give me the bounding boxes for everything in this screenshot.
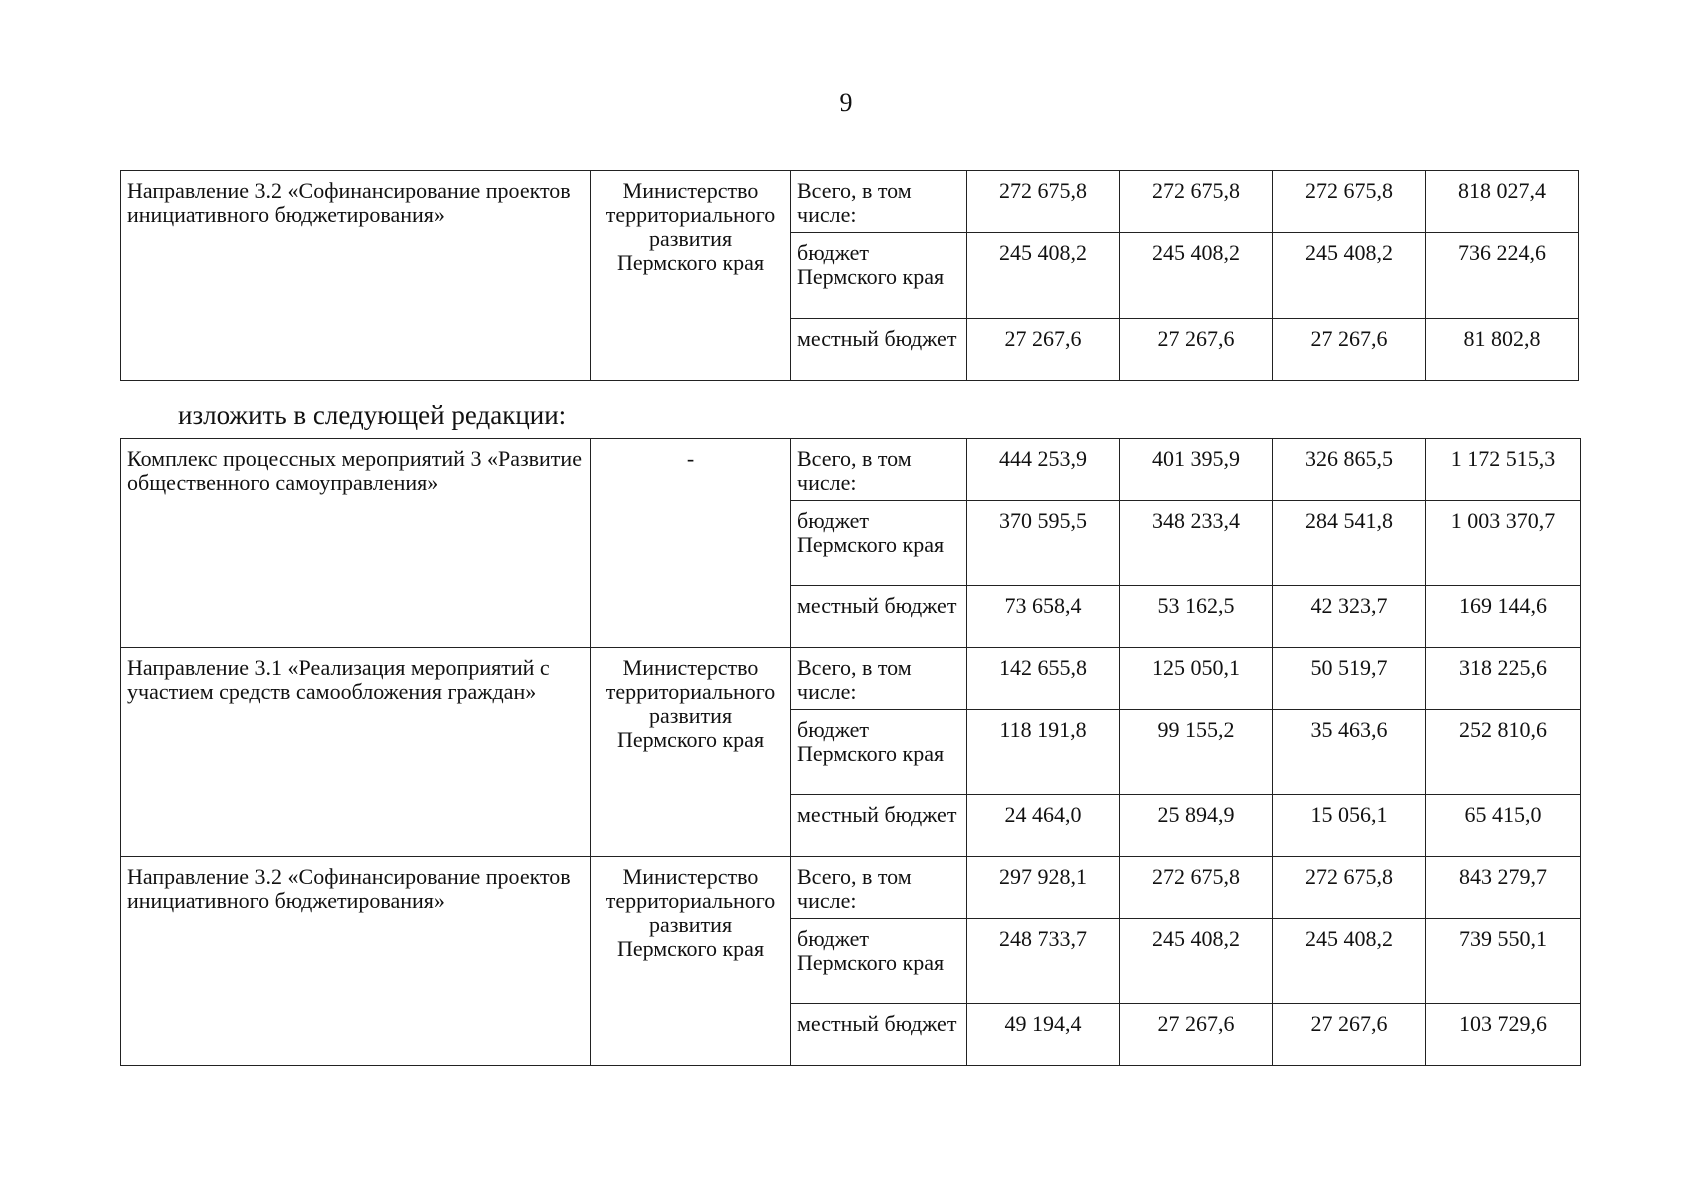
table-row: [121, 171, 1579, 233]
value-cell: 125 050,1: [1120, 648, 1273, 710]
value-cell: 272 675,8: [1273, 857, 1426, 919]
value-cell: 49 194,4: [967, 1004, 1120, 1066]
value-cell: 15 056,1: [1273, 795, 1426, 857]
value-cell: 27 267,6: [1120, 319, 1273, 381]
responsible-cell: -: [591, 439, 791, 648]
total-value-cell: 1 003 370,7: [1426, 501, 1581, 586]
value-cell: 284 541,8: [1273, 501, 1426, 586]
value-cell: 99 155,2: [1120, 710, 1273, 795]
page-number: 9: [839, 88, 853, 117]
total-value-cell: 252 810,6: [1426, 710, 1581, 795]
source-label-cell: бюджет Пермского края: [791, 710, 967, 795]
value-cell: 245 408,2: [967, 233, 1120, 319]
program-name-cell: Направление 3.2 «Софинансирование проектов инициативного бюджетирования»: [121, 171, 591, 381]
value-cell: 142 655,8: [967, 648, 1120, 710]
responsible-cell: Министерство территориального развития Пермского края: [591, 648, 791, 857]
source-label-cell: бюджет Пермского края: [791, 919, 967, 1004]
source-label-cell: бюджет Пермского края: [791, 233, 967, 319]
value-cell: 245 408,2: [1273, 919, 1426, 1004]
value-cell: 370 595,5: [967, 501, 1120, 586]
source-label-cell: бюджет Пермского края: [791, 501, 967, 586]
source-label-cell: местный бюджет: [791, 586, 967, 648]
value-cell: 245 408,2: [1273, 233, 1426, 319]
source-label-cell: Всего, в том числе:: [791, 439, 967, 501]
table-row: [121, 857, 1581, 919]
responsible-cell: Министерство территориального развития Пермского края: [591, 171, 791, 381]
value-cell: 27 267,6: [1273, 319, 1426, 381]
new-budget-table: [120, 438, 1581, 1066]
value-cell: 27 267,6: [1273, 1004, 1426, 1066]
value-cell: 272 675,8: [967, 171, 1120, 233]
source-label-cell: Всего, в том числе:: [791, 857, 967, 919]
value-cell: 272 675,8: [1120, 857, 1273, 919]
value-cell: 24 464,0: [967, 795, 1120, 857]
program-name-cell: Направление 3.1 «Реализация мероприятий с участием средств самообложения граждан»: [121, 648, 591, 857]
value-cell: 297 928,1: [967, 857, 1120, 919]
value-cell: 401 395,9: [1120, 439, 1273, 501]
total-value-cell: 103 729,6: [1426, 1004, 1581, 1066]
value-cell: 42 323,7: [1273, 586, 1426, 648]
responsible-cell: Министерство территориального развития Пермского края: [591, 857, 791, 1066]
value-cell: 53 162,5: [1120, 586, 1273, 648]
source-label-cell: местный бюджет: [791, 319, 967, 381]
total-value-cell: 169 144,6: [1426, 586, 1581, 648]
source-label-cell: Всего, в том числе:: [791, 171, 967, 233]
total-value-cell: 81 802,8: [1426, 319, 1579, 381]
value-cell: 27 267,6: [967, 319, 1120, 381]
total-value-cell: 1 172 515,3: [1426, 439, 1581, 501]
source-label-cell: Всего, в том числе:: [791, 648, 967, 710]
value-cell: 272 675,8: [1120, 171, 1273, 233]
source-label-cell: местный бюджет: [791, 795, 967, 857]
value-cell: 73 658,4: [967, 586, 1120, 648]
value-cell: 50 519,7: [1273, 648, 1426, 710]
value-cell: 118 191,8: [967, 710, 1120, 795]
value-cell: 245 408,2: [1120, 919, 1273, 1004]
value-cell: 248 733,7: [967, 919, 1120, 1004]
value-cell: 35 463,6: [1273, 710, 1426, 795]
table-row: [121, 648, 1581, 710]
old-budget-table: [120, 170, 1579, 381]
total-value-cell: 65 415,0: [1426, 795, 1581, 857]
total-value-cell: 843 279,7: [1426, 857, 1581, 919]
value-cell: 272 675,8: [1273, 171, 1426, 233]
value-cell: 25 894,9: [1120, 795, 1273, 857]
instruction-text: изложить в следующей редакции:: [178, 400, 567, 430]
program-name-cell: Направление 3.2 «Софинансирование проектов инициативного бюджетирования»: [121, 857, 591, 1066]
program-name-cell: Комплекс процессных мероприятий 3 «Развитие общественного самоуправления»: [121, 439, 591, 648]
total-value-cell: 318 225,6: [1426, 648, 1581, 710]
value-cell: 326 865,5: [1273, 439, 1426, 501]
total-value-cell: 739 550,1: [1426, 919, 1581, 1004]
value-cell: 27 267,6: [1120, 1004, 1273, 1066]
value-cell: 245 408,2: [1120, 233, 1273, 319]
value-cell: 348 233,4: [1120, 501, 1273, 586]
source-label-cell: местный бюджет: [791, 1004, 967, 1066]
total-value-cell: 736 224,6: [1426, 233, 1579, 319]
value-cell: 444 253,9: [967, 439, 1120, 501]
total-value-cell: 818 027,4: [1426, 171, 1579, 233]
table-row: [121, 439, 1581, 501]
